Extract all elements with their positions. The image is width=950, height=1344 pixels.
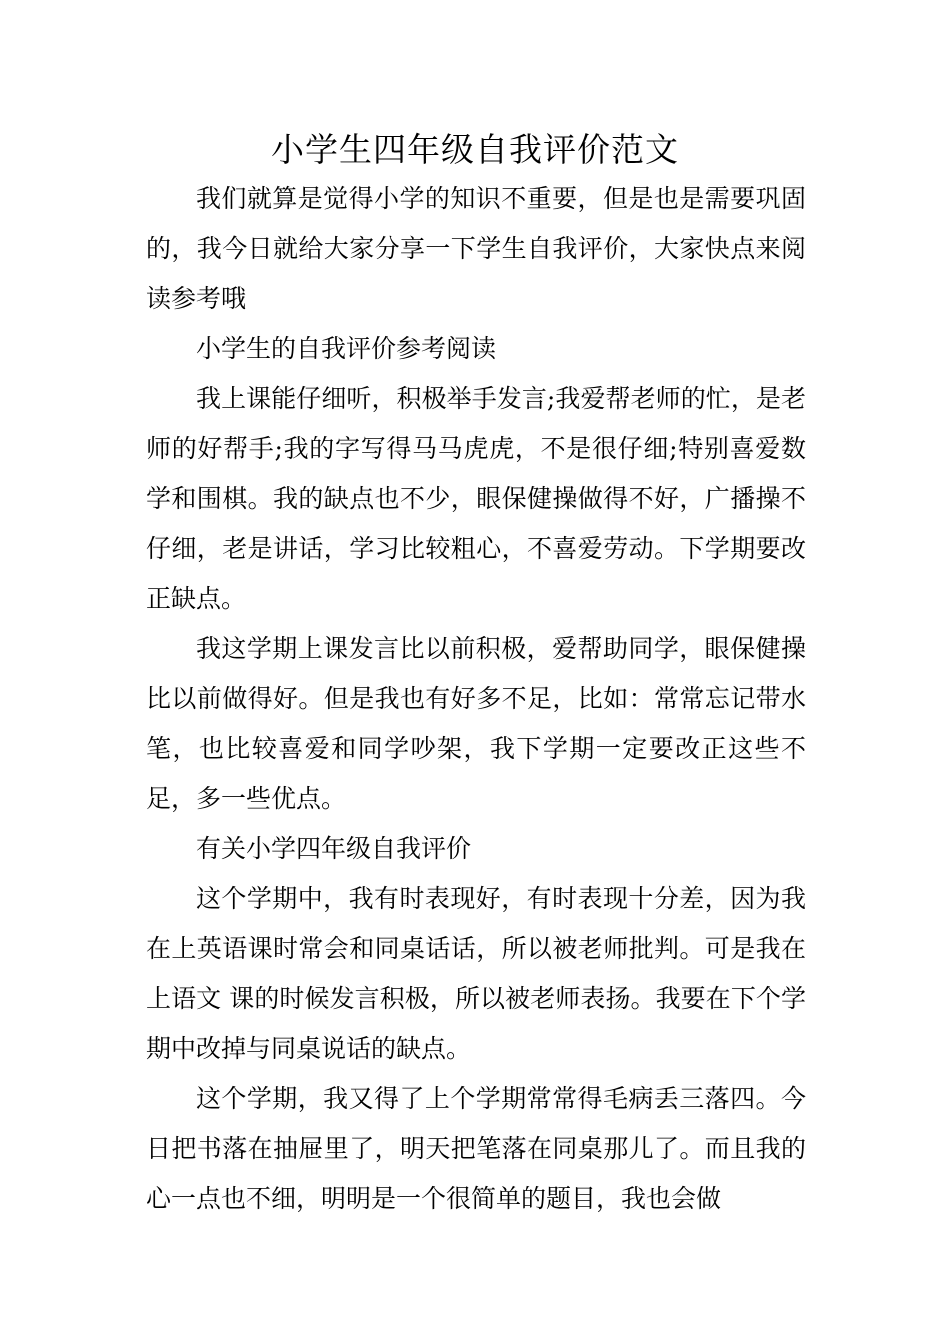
section-heading-grade-four: 有关小学四年级自我评价	[196, 834, 472, 863]
document-body	[146, 174, 806, 1224]
paragraph: 这个学期，我又得了上个学期常常得毛病丢三落四。今日把书落在抽屉里了，明天把笔落在同桌那儿了。而且我的心一点也不细，明明是一个很简单的题目，我也会做	[146, 1084, 806, 1213]
paragraph: 我这学期上课发言比以前积极，爱帮助同学，眼保健操比以前做得好。但是我也有好多不足，比如：常常忘记带水笔，也比较喜爱和同学吵架，我下学期一定要改正这些不足，多一些优点。	[146, 634, 806, 813]
section-heading-self-evaluation: 小学生的自我评价参考阅读	[196, 334, 497, 363]
paragraph: 这个学期中，我有时表现好，有时表现十分差，因为我在上英语课时常会和同桌话话，所以被老师批判。可是我在上语文 课的时候发言积极，所以被老师表扬。我要在下个学期中改掉与同桌说话的缺点。	[146, 884, 806, 1063]
document-title: 小学生四年级自我评价范文	[271, 130, 679, 169]
paragraph-intro: 我们就算是觉得小学的知识不重要，但是也是需要巩固的，我今日就给大家分享一下学生自我评价，大家快点来阅读参考哦	[146, 184, 806, 313]
paragraph: 我上课能仔细听，积极举手发言;我爱帮老师的忙，是老师的好帮手;我的字写得马马虎虎，不是很仔细;特别喜爱数学和围棋。我的缺点也不少，眼保健操做得不好，广播操不仔细，老是讲话，学习比较粗心，不喜爱劳动。下学期要改正缺点。	[146, 384, 806, 613]
